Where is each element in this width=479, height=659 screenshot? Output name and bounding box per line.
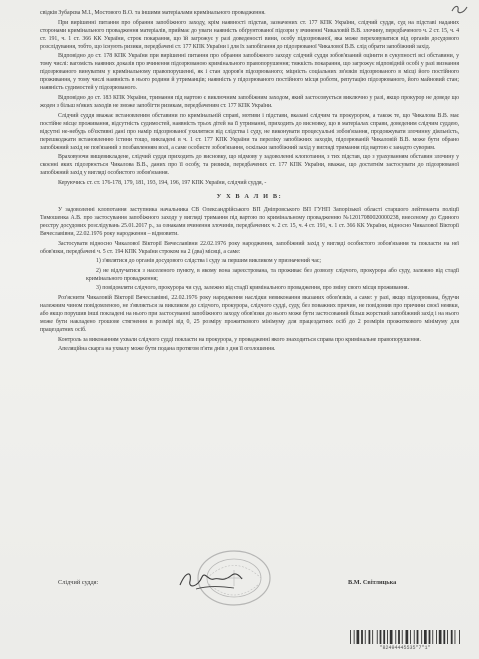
- obligation-item-3: 3) повідомляти слідчого, прокурора чи суд, залежно від стадії кримінального провадження, про зміну свого місця проживання.: [96, 285, 409, 292]
- resolution-heading: У Х В А Л И В:: [216, 192, 283, 200]
- paragraph-judge-findings: Слідчий суддя вважає встановленим обставини по кримінальній справі, мотиви і підстави, вказані слідчим та прокурором, а також те, що Чикалова В.В. має постійне місце проживання, відсутність судимостей, наявність трьох дітей на її утриманні, приходить до висновку, що в матеріалах справи, доведеним слідчим суддею, відсутні не-небудь об'єктивні дані про намір підозрюваної ухилятися від слідства і суду, не виконувати процесуальні зобов'язання, продовжувати злочинну діяльність, перешкоджати встановленню істини тощо, викладені в ч. 1 ст. 177 КПК України та переліку запобіжних заходів, підозрюваній Чикаловій В.В. може бути обрано запобіжний захід не пов'язаний з позбавленням волі, а саме особисте зобов'язання, оскільки запобіжний захід у вигляді тримання під вартою є занадто суворим.: [40, 112, 459, 151]
- obligation-item-2: 2) не відлучатися з населеного пункту, в якому вона зареєстрована, та проживає без дозволу слідчого, прокурора або суду, залежно від стадії кримінального провадження;: [86, 267, 459, 282]
- obligation-item-1: 1) з'являтися до органів досудового слідства і суду за першим викликом у призначений час;: [96, 258, 321, 265]
- document-body: [40, 9, 459, 353]
- paragraph-consequences: Роз'яснити Чикаловій Вікторії Вячеславівні, 22.02.1976 року народження наслідки невиконання вказаних обов'язків, а саме: у разі, якщо підозрювана, будучи належним чином повідомленою, не з'являється за викликом до слідчого, прокурора, слідчого судді, суду, без поважних причин, не повідомив про причини своєї неявки, або якщо порушив інші покладені на нього при застосуванні запобіжного заходу обов'язки до нього може бути застосований більш жорсткий запобіжний захід і на нього може бути накладено грошове стягнення в розмірі від 0, 25 розміру прожиткового мінімуму для працездатних осіб до 2 розмірів прожиткового мінімуму для працездатних осіб.: [40, 295, 459, 334]
- paragraph-article-178: Відповідно до ст. 178 КПК України при вирішенні питання про обрання запобіжного заходу слідчий суддя зобов'язаний оцінити в сукупності всі обставини, у тому числі: вагомість наявних доказів про вчинення підозрюваною кримінального правопорушення; тяжкість покарання, що загрожує відповідній особі у разі визнання підозрюваного винуватим у кримінальному правопорушенні, як і стан здоров'я підозрюваного; міцність соціальних зв'язків підозрюваного в місці його постійного проживання, у тому числі наявність в нього родини й утриманців; наявність у підозрюваного постійного місця роботи, репутацію підозрюваного, його майновий стан; наявність судимостей у підозрюваного.: [40, 53, 459, 92]
- paragraph-evidence: свідків Зубарєва М.І., Мостового В.О. та іншими матеріалами кримінального провадження.: [40, 10, 266, 16]
- signature-label: Слідчий суддя:: [58, 579, 99, 586]
- paragraph-article-183: Відповідно до ст. 183 КПК України, тримання під вартою є виключним запобіжним заходом, який застосовується виключно у разі, якщо прокурор не доведе що жоден з більш м'яких заходів не зможе запобігти ризикам, передбаченим ст. 177 КПК України.: [40, 94, 459, 110]
- handwritten-page-mark: [449, 2, 471, 16]
- paragraph-conclusion: Враховуючи вищевикладене, слідчий суддя приходить до висновку, що відмову у задоволенні клопотання, з тих підстав, що з урахуванням обставин злочину у скоєнні яких підозрюється Чикалова В.В., даних про її особу, та ризиків, передбачених ст. 177 КПК України, вважає, що достатнім застосувати до підозрюваної запобіжний захід у вигляді особистого зобов'язання.: [40, 154, 459, 177]
- barcode-number: *82494445535*7*1*: [379, 645, 431, 651]
- paragraph-motion-denied: У задоволенні клопотання заступника начальника СВ Олександрійського ВП Дніпровського ВП ГУНП Запорізької області старшого лейтенанта поліції Тимошенка А.В. про застосування запобіжного заходу у вигляді тримання під вартою по кримінальному провадженню №12017080020000238, внесеному до Єдиного реєстру досудових розслідувань 25.01.2017 р., за ознаками вчинення злочинів, передбачених ч. 2 ст. 15, ч. 4 ст. 191, ч. 1 ст. 366 КК України, відносно Чикалової Вікторії Вячеславівни, 22.02.1976 року народження – відмовити.: [40, 207, 459, 238]
- paragraph-preventive-measure-grounds: При вирішенні питання про обрання запобіжного заходу, крім наявності підстав, зазначених ст. 177 КПК України, слідчий суддя, суд на підставі наданих сторонами кримінального провадження матеріалів, приймає до уваги наявність обґрунтованої підозри у вчиненні Чикаловій В.В. злочину, передбаченого ч. 2 ст. 15, ч. 4 ст. 191, ч. 1 ст. 366 КК України, строк покарання, що їй загрожує у разі доведеності вини, особу підозрюваної, яка може переховуватися від органів досудового розслідування, тобто, що існують ризики, передбачені ст. 177 КПК України і для їх запобігання до підозрюваної Чикалової В.В. слід обрати запобіжний захід.: [40, 19, 459, 50]
- barcode: [350, 630, 460, 644]
- paragraph-legal-basis: Керуючись ст. ст. 176-178, 179, 181, 193, 194, 196, 197 КПК України, слідчий суддя, -: [58, 179, 267, 186]
- signature-block: [58, 579, 458, 603]
- paragraph-appeal: Апеляційна скарга на ухвалу може бути подана протягом п'яти днів з дня її оголошення.: [58, 346, 276, 353]
- handwritten-signature: [176, 567, 246, 593]
- paragraph-apply-measure: Застосувати відносно Чикалової Вікторії Вячеславівни 22.02.1976 року народження, запобіжний захід у вигляді особистого зобов'язання та покласти на неї обов'язки, передбачені ч. 5 ст. 194 КПК України строком на 2 (два) місяці, а саме:: [40, 240, 459, 255]
- paragraph-control: Контроль за виконанням ухвали слідчого судді покласти на прокурора, у провадженні якого знаходиться справа про кримінальне правопорушення.: [58, 336, 421, 343]
- judge-name: В.М. Світлицька: [348, 579, 397, 586]
